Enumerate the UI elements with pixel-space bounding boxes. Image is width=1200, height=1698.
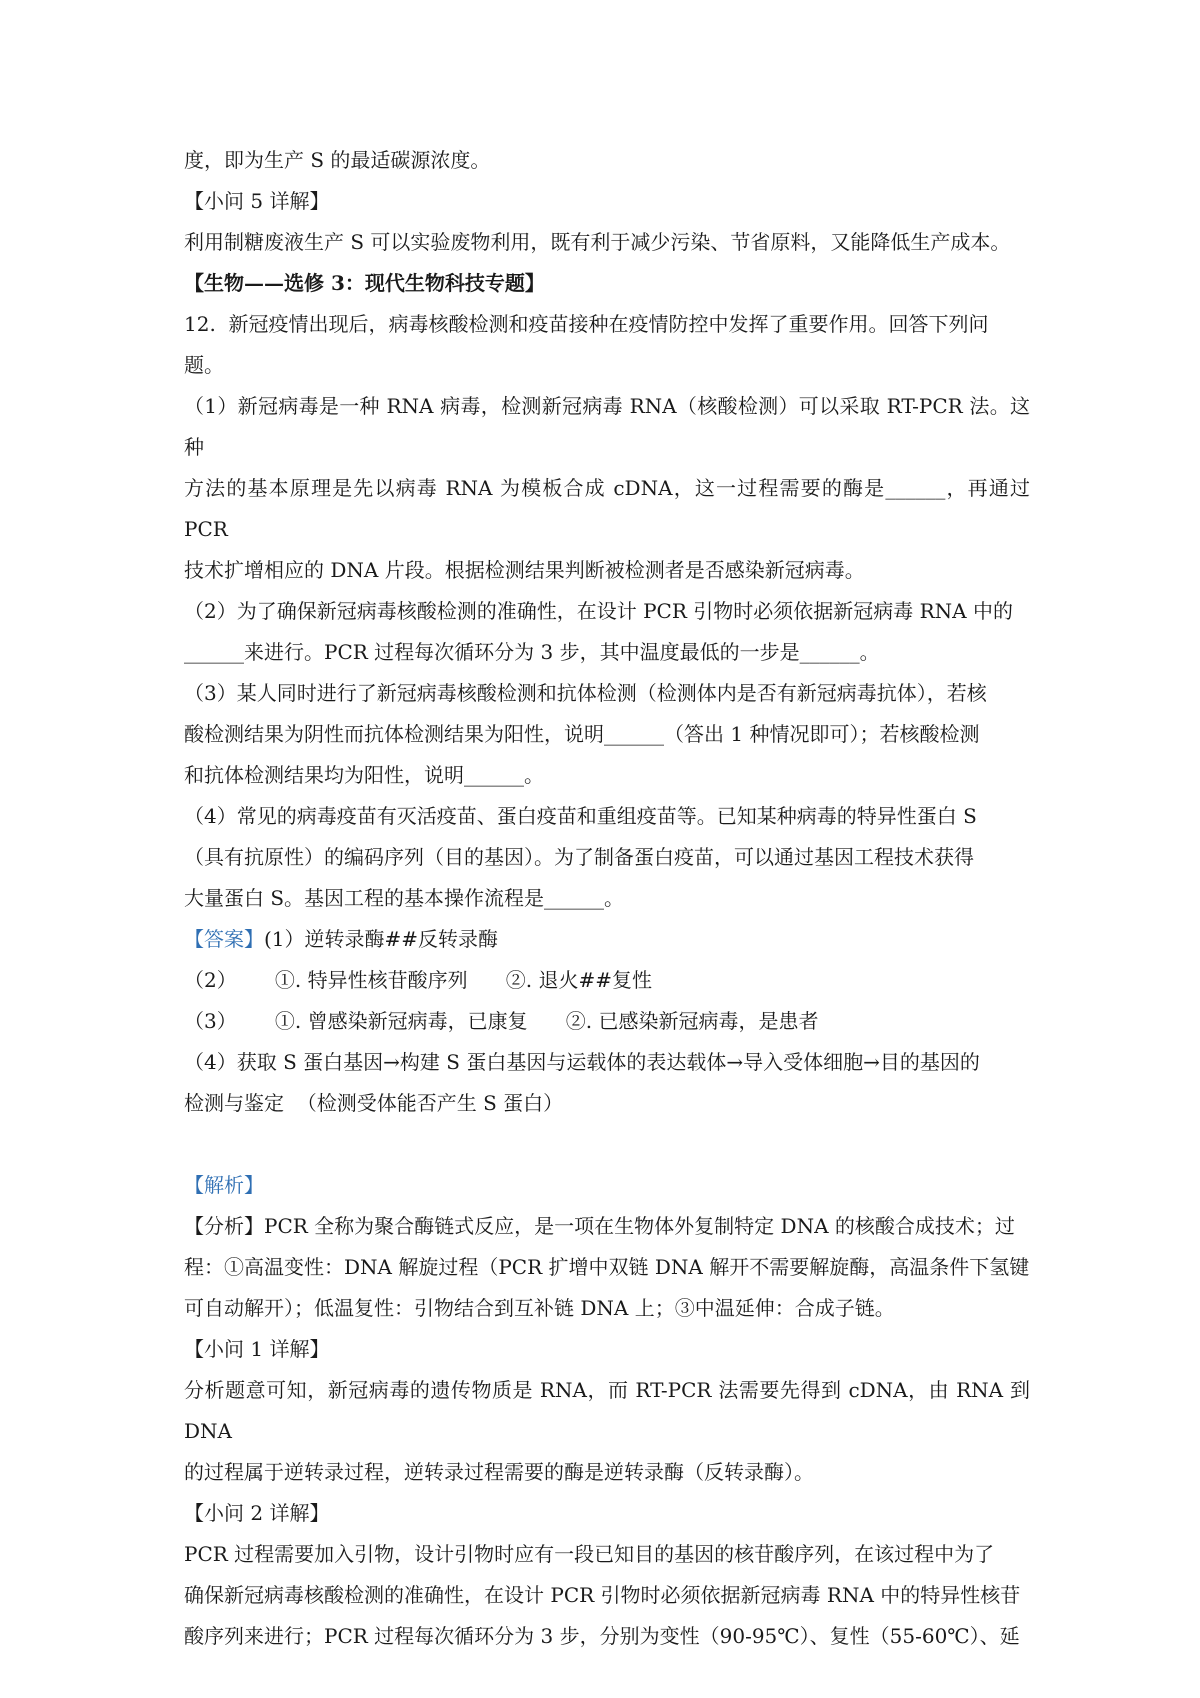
explanation-line: 酸序列来进行；PCR 过程每次循环分为 3 步，分别为变性（90-95℃）、复性（55-60℃）、延 [184,1624,1020,1648]
analysis-line: 【分析】PCR 全称为聚合酶链式反应，是一项在生物体外复制特定 DNA 的核酸合成技术；过 [184,1214,1015,1238]
answer-line: 检测与鉴定 （检测受体能否产生 S 蛋白） [184,1091,564,1115]
spacer [184,1124,1030,1165]
explanation-line: 确保新冠病毒核酸检测的准确性，在设计 PCR 引物时必须依据新冠病毒 RNA 中的特异性核苷 [184,1583,1021,1607]
question-stem: 题。 [184,353,224,377]
explanation-line: 的过程属于逆转录过程，逆转录过程需要的酶是逆转录酶（反转录酶）。 [184,1460,814,1484]
answer-text: (1）逆转录酶##反转录酶 [264,927,499,951]
text-line: 利用制糖废液生产 S 可以实验废物利用，既有利于减少污染、节省原料，又能降低生产成本。 [184,230,1011,254]
answer-tag: 【答案】 [184,927,264,951]
question-part-4: 大量蛋白 S。基因工程的基本操作流程是______。 [184,886,625,910]
answer-line [184,919,1030,960]
subquestion-heading: 【小问 2 详解】 [184,1501,330,1525]
question-part-2: ______来进行。PCR 过程每次循环分为 3 步，其中温度最低的一步是______。 [184,640,880,664]
question-part-3: （3）某人同时进行了新冠病毒核酸检测和抗体检测（检测体内是否有新冠病毒抗体），若核 [184,681,987,705]
explanation-line: 分析题意可知，新冠病毒的遗传物质是 RNA，而 RT-PCR 法需要先得到 cDNA，由 RNA 到 DNA [184,1378,1037,1443]
question-part-3: 酸检测结果为阴性而抗体检测结果为阳性，说明______（答出 1 种情况即可）；若核酸检测 [184,722,980,746]
document-page [184,140,1037,1657]
answer-line: （3） ①. 曾感染新冠病毒，已康复 ②. 已感染新冠病毒，是患者 [184,1009,819,1033]
analysis-line: 可自动解开）；低温复性：引物结合到互补链 DNA 上；③中温延伸：合成子链。 [184,1296,895,1320]
subquestion-heading: 【小问 5 详解】 [184,189,330,213]
analysis-tag: 【解析】 [184,1173,264,1197]
question-stem: 12. 新冠疫情出现后，病毒核酸检测和疫苗接种在疫情防控中发挥了重要作用。回答下列问 [184,312,989,336]
analysis-line: 程：①高温变性：DNA 解旋过程（PCR 扩增中双链 DNA 解开不需要解旋酶，高温条件下氢键 [184,1255,1030,1279]
answer-line: （4）获取 S 蛋白基因→构建 S 蛋白基因与运载体的表达载体→导入受体细胞→目的基因的 [184,1050,980,1074]
subquestion-heading: 【小问 1 详解】 [184,1337,330,1361]
question-part-3: 和抗体检测结果均为阳性，说明______。 [184,763,544,787]
question-part-4: （具有抗原性）的编码序列（目的基因）。为了制备蛋白疫苗，可以通过基因工程技术获得 [184,845,974,869]
question-part-1: 方法的基本原理是先以病毒 RNA 为模板合成 cDNA，这一过程需要的酶是______，再通过 PCR [184,476,1037,541]
question-part-4: （4）常见的病毒疫苗有灭活疫苗、蛋白疫苗和重组疫苗等。已知某种病毒的特异性蛋白 S [184,804,977,828]
question-part-1: 技术扩增相应的 DNA 片段。根据检测结果判断被检测者是否感染新冠病毒。 [184,558,865,582]
explanation-line: PCR 过程需要加入引物，设计引物时应有一段已知目的基因的核苷酸序列，在该过程中为了 [184,1542,995,1566]
text-line: 度，即为生产 S 的最适碳源浓度。 [184,148,491,172]
section-heading: 【生物——选修 3：现代生物科技专题】 [184,271,545,295]
question-part-1: （1）新冠病毒是一种 RNA 病毒，检测新冠病毒 RNA（核酸检测）可以采取 RT-PCR 法。这种 [184,394,1030,459]
question-part-2: （2）为了确保新冠病毒核酸检测的准确性，在设计 PCR 引物时必须依据新冠病毒 RNA 中的 [184,599,1013,623]
answer-line: （2） ①. 特异性核苷酸序列 ②. 退火##复性 [184,968,652,992]
